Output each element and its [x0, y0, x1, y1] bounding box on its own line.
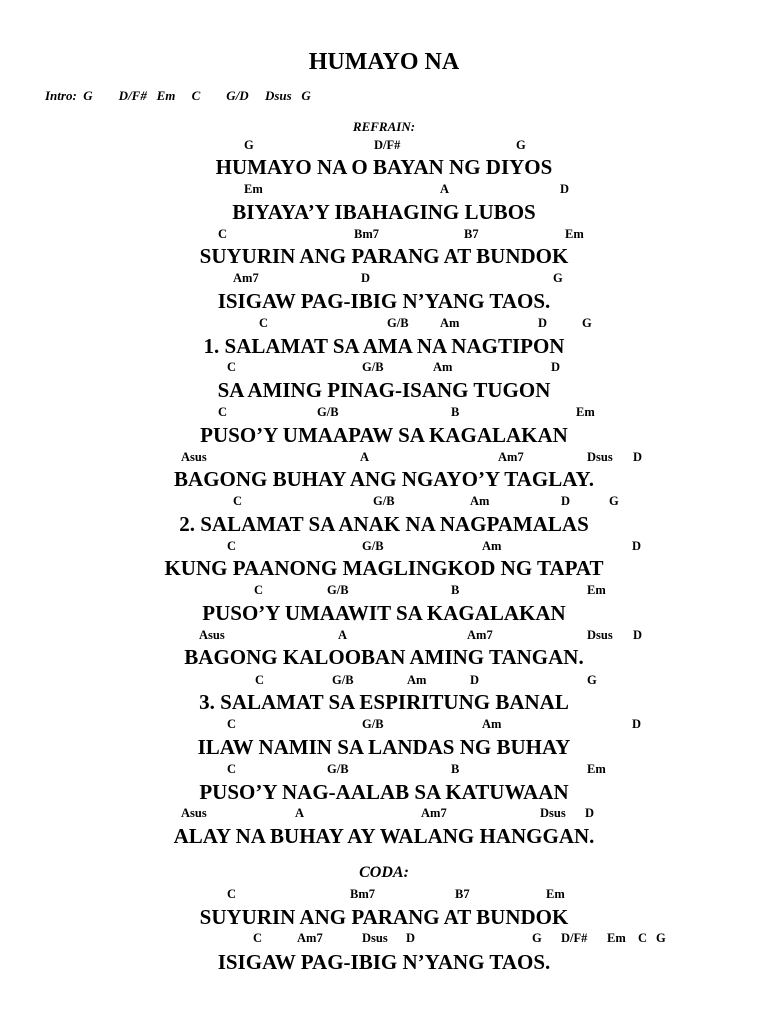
lyric-line: BAGONG KALOOBAN AMING TANGAN.: [184, 645, 584, 669]
lyric-line: KUNG PAANONG MAGLINGKOD NG TAPAT: [164, 556, 604, 580]
chord: Em: [565, 227, 584, 241]
chord: G: [532, 931, 542, 945]
chord: B: [451, 583, 460, 597]
chord: D: [406, 931, 416, 945]
chord: G/B: [362, 717, 384, 731]
chord: C: [227, 762, 237, 776]
lyric-line: HUMAYO NA O BAYAN NG DIYOS: [215, 155, 553, 179]
chord: D: [470, 673, 480, 687]
chord: G: [244, 138, 254, 152]
chord: Am: [470, 494, 490, 508]
chord: Em: [546, 887, 565, 901]
chord: Am: [482, 717, 502, 731]
chord: Am: [482, 539, 502, 553]
intro-chords: Intro: G D/F# Em C G/D Dsus G: [45, 88, 311, 103]
chord: Am7: [467, 628, 493, 642]
chord: D: [538, 316, 548, 330]
chord: C: [218, 405, 228, 419]
lyric-line: BIYAYA’Y IBAHAGING LUBOS: [232, 200, 536, 224]
chord: Am: [407, 673, 427, 687]
chord: G/B: [317, 405, 339, 419]
chord: G: [609, 494, 619, 508]
chord: D: [633, 628, 643, 642]
chord: D/F#: [561, 931, 588, 945]
chord: D: [633, 450, 643, 464]
chord: Asus: [181, 450, 207, 464]
song-title: HUMAYO NA: [308, 49, 460, 75]
chord: C: [227, 717, 237, 731]
chord: Asus: [199, 628, 225, 642]
lyric-line: PUSO’Y UMAAWIT SA KAGALAKAN: [202, 601, 566, 625]
lyric-line: ISIGAW PAG-IBIG N’YANG TAOS.: [217, 289, 551, 313]
lyric-line: BAGONG BUHAY ANG NGAYO’Y TAGLAY.: [174, 467, 594, 491]
lyric-line: ILAW NAMIN SA LANDAS NG BUHAY: [197, 735, 571, 759]
chord: Dsus: [587, 628, 613, 642]
chord: D: [361, 271, 371, 285]
chord: Dsus: [587, 450, 613, 464]
chord: C: [227, 539, 237, 553]
chord: C: [233, 494, 243, 508]
chord: B7: [455, 887, 470, 901]
chord: Am7: [498, 450, 524, 464]
chord: Em: [587, 762, 606, 776]
chord: G/B: [332, 673, 354, 687]
lyric-line: 2. SALAMAT SA ANAK NA NAGPAMALAS: [179, 512, 589, 536]
chord: G/B: [373, 494, 395, 508]
chord: C: [227, 360, 237, 374]
chord: G: [656, 931, 666, 945]
chord: G: [516, 138, 526, 152]
chord: D: [561, 494, 571, 508]
chord: Em: [607, 931, 626, 945]
chord: D: [551, 360, 561, 374]
chord: G: [587, 673, 597, 687]
chord: A: [295, 806, 305, 820]
chord: Am: [440, 316, 460, 330]
chord: Am7: [421, 806, 447, 820]
chord: B: [451, 405, 460, 419]
chord: G/B: [327, 762, 349, 776]
chord: Em: [576, 405, 595, 419]
chord: Asus: [181, 806, 207, 820]
chord: Em: [244, 182, 263, 196]
chord: A: [338, 628, 348, 642]
chord: Am7: [297, 931, 323, 945]
lyric-line: SA AMING PINAG-ISANG TUGON: [217, 378, 551, 402]
chord: C: [255, 673, 265, 687]
chord: G: [582, 316, 592, 330]
chord: C: [638, 931, 648, 945]
chord: Bm7: [350, 887, 375, 901]
chord: D: [560, 182, 570, 196]
lyric-line: ALAY NA BUHAY AY WALANG HANGGAN.: [173, 824, 595, 848]
chord: Em: [587, 583, 606, 597]
chord: A: [360, 450, 370, 464]
chord: B: [451, 762, 460, 776]
chord: G/B: [387, 316, 409, 330]
lyric-line: SUYURIN ANG PARANG AT BUNDOK: [199, 905, 569, 929]
lyric-line: 3. SALAMAT SA ESPIRITUNG BANAL: [199, 690, 569, 714]
chord: D/F#: [374, 138, 401, 152]
chord: G/B: [362, 360, 384, 374]
chord: D: [632, 717, 642, 731]
chord: C: [253, 931, 263, 945]
chord: D: [585, 806, 595, 820]
chord: G/B: [362, 539, 384, 553]
lyric-line: 1. SALAMAT SA AMA NA NAGTIPON: [203, 334, 565, 358]
chord: A: [440, 182, 450, 196]
chord: C: [227, 887, 237, 901]
chord: C: [218, 227, 228, 241]
chord: B7: [464, 227, 479, 241]
chord: Bm7: [354, 227, 379, 241]
chord: D: [632, 539, 642, 553]
refrain-label: REFRAIN:: [352, 119, 416, 134]
chord: G/B: [327, 583, 349, 597]
chord: Am7: [233, 271, 259, 285]
chord: C: [254, 583, 264, 597]
lyric-line: PUSO’Y UMAAPAW SA KAGALAKAN: [200, 423, 568, 447]
lyric-line: ISIGAW PAG-IBIG N’YANG TAOS.: [217, 950, 551, 974]
coda-label: CODA:: [359, 864, 409, 881]
chord: Dsus: [362, 931, 388, 945]
chord: G: [553, 271, 563, 285]
lyric-line: SUYURIN ANG PARANG AT BUNDOK: [199, 244, 569, 268]
chord: Dsus: [540, 806, 566, 820]
lyric-line: PUSO’Y NAG-AALAB SA KATUWAAN: [199, 780, 569, 804]
chord: C: [259, 316, 269, 330]
chord: Am: [433, 360, 453, 374]
